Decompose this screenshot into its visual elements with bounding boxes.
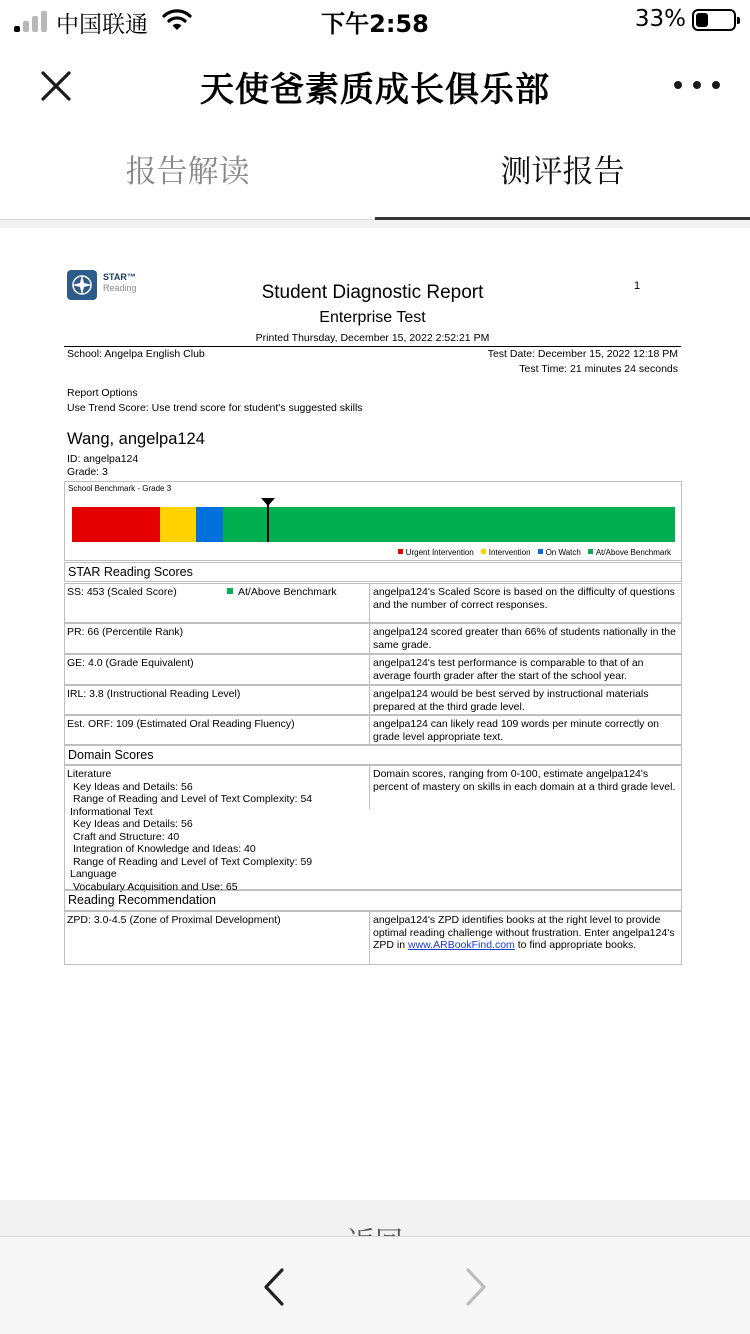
zpd-row — [64, 911, 682, 965]
legend-label: On Watch — [545, 548, 581, 557]
zpd-label: ZPD: 3.0-4.5 (Zone of Proximal Development) — [67, 914, 281, 926]
browser-toolbar — [0, 1236, 750, 1334]
more-dot-icon — [674, 81, 682, 89]
domain-line: Range of Reading and Level of Text Complexity: 54 — [73, 793, 313, 805]
back-strip — [0, 1200, 750, 1236]
benchmark-segment — [160, 507, 196, 542]
nav-header — [0, 40, 750, 130]
page-title: 天使爸素质成长俱乐部 — [200, 70, 550, 110]
benchmark-segment — [223, 507, 675, 542]
domain-line: Key Ideas and Details: 56 — [73, 818, 193, 830]
domain-line: Key Ideas and Details: 56 — [73, 780, 193, 793]
domain-line: Literature — [67, 768, 112, 780]
score-row — [64, 654, 682, 685]
student-name: Wang, angelpa124 — [67, 430, 205, 448]
score-label: PR: 66 (Percentile Rank) — [67, 626, 184, 638]
domain-line: Vocabulary Acquisition and Use: 65 — [73, 880, 238, 893]
chevron-left-icon — [256, 1265, 292, 1309]
score-label: IRL: 3.8 (Instructional Reading Level) — [67, 688, 241, 700]
domain-list — [67, 768, 367, 893]
section-heading: Reading Recommendation — [64, 890, 682, 911]
test-date: Test Date: December 15, 2022 12:18 PM — [487, 348, 678, 360]
status-bar — [0, 0, 750, 40]
report-subtitle: Enterprise Test — [319, 309, 426, 326]
score-row — [64, 685, 682, 715]
benchmark-legend — [398, 548, 671, 557]
header-divider — [64, 346, 681, 347]
zpd-description: angelpa124's ZPD identifies books at the right level to provide optimal reading challenge without frustration. Enter angelpa124's ZPD in www.ARBookFind.com to find appropriate books. — [369, 912, 682, 964]
legend-swatch-icon — [481, 549, 486, 554]
score-description: angelpa124 scored greater than 66% of students nationally in the same grade. — [369, 624, 682, 653]
carrier-name: 中国联通 — [56, 12, 148, 38]
domain-scores-row — [64, 765, 682, 893]
printed-date: Printed Thursday, December 15, 2022 2:52:21 PM — [255, 332, 490, 344]
benchmark-badge: At/Above Benchmark — [227, 586, 337, 599]
benchmark-segment — [72, 507, 160, 542]
compass-icon — [67, 270, 97, 300]
score-description: angelpa124 would be best served by instructional materials prepared at the third grade level. — [369, 686, 682, 714]
tab-report-interpretation[interactable]: 报告解读 — [125, 154, 250, 190]
report-options-value: Use Trend Score: Use trend score for student's suggested skills — [67, 402, 363, 414]
logo-wordmark: STAR™ Reading — [103, 272, 137, 293]
more-dot-icon — [693, 81, 701, 89]
score-marker-line — [267, 504, 269, 542]
legend-item — [538, 548, 581, 557]
student-grade: Grade: 3 — [67, 466, 108, 478]
domain-line: Range of Reading and Level of Text Complexity: 59 — [73, 855, 313, 868]
green-square-icon — [227, 588, 233, 594]
score-label: SS: 453 (Scaled Score) — [67, 586, 177, 598]
legend-swatch-icon — [538, 549, 543, 554]
domain-line: Integration of Knowledge and Ideas: 40 — [73, 843, 256, 855]
legend-item — [481, 548, 531, 557]
score-row — [64, 623, 682, 654]
domain-line: Informational Text — [70, 805, 153, 818]
score-description: angelpa124's test performance is comparable to that of an average fourth grader after the start of the school year. — [369, 655, 682, 684]
report-viewer[interactable] — [0, 220, 750, 1200]
battery-percentage: 33% — [634, 6, 686, 32]
legend-swatch-icon — [588, 549, 593, 554]
section-heading: Domain Scores — [64, 745, 682, 765]
more-dot-icon — [712, 81, 720, 89]
legend-item — [588, 548, 671, 557]
chevron-right-icon — [458, 1265, 494, 1309]
score-row — [64, 715, 682, 745]
student-id: ID: angelpa124 — [67, 453, 139, 465]
score-description: angelpa124 can likely read 109 words per minute correctly on grade level appropriate text. — [369, 716, 682, 744]
benchmark-segment — [196, 507, 223, 542]
legend-label: Urgent Intervention — [405, 548, 474, 557]
arbookfind-link[interactable]: www.ARBookFind.com — [408, 939, 515, 951]
benchmark-label: School Benchmark - Grade 3 — [68, 484, 172, 493]
tab-bar — [0, 130, 750, 220]
legend-swatch-icon — [398, 549, 403, 554]
score-row — [64, 583, 682, 623]
legend-label: Intervention — [488, 548, 531, 557]
battery-icon — [692, 9, 736, 31]
test-time: Test Time: 21 minutes 24 seconds — [519, 363, 678, 375]
benchmark-section — [64, 481, 682, 561]
legend-item — [398, 548, 474, 557]
report-title: Student Diagnostic Report — [261, 282, 484, 303]
legend-label: At/Above Benchmark — [595, 548, 671, 557]
back-nav-button[interactable] — [256, 1265, 292, 1309]
domain-line: Language — [70, 868, 117, 880]
benchmark-bar — [72, 507, 675, 542]
tab-assessment-report[interactable]: 测评报告 — [500, 154, 625, 190]
domain-line: Craft and Structure: 40 — [73, 830, 180, 843]
forward-nav-button[interactable] — [458, 1265, 494, 1309]
more-options-button[interactable] — [674, 72, 720, 98]
score-description: angelpa124's Scaled Score is based on the difficulty of questions and the number of correct responses. — [369, 584, 682, 622]
status-time: 下午2:58 — [321, 10, 429, 38]
page-number: 1 — [634, 280, 641, 292]
section-heading: STAR Reading Scores — [64, 562, 682, 582]
star-reading-logo — [67, 270, 97, 300]
school-name: School: Angelpa English Club — [67, 348, 205, 360]
domain-description: Domain scores, ranging from 0-100, estimate angelpa124's percent of mastery on skills in each domain at a third grade level. — [369, 766, 682, 809]
report-options-heading: Report Options — [67, 387, 138, 399]
score-label: GE: 4.0 (Grade Equivalent) — [67, 657, 194, 669]
report-page — [0, 228, 750, 1200]
score-label: Est. ORF: 109 (Estimated Oral Reading Fluency) — [67, 718, 295, 730]
